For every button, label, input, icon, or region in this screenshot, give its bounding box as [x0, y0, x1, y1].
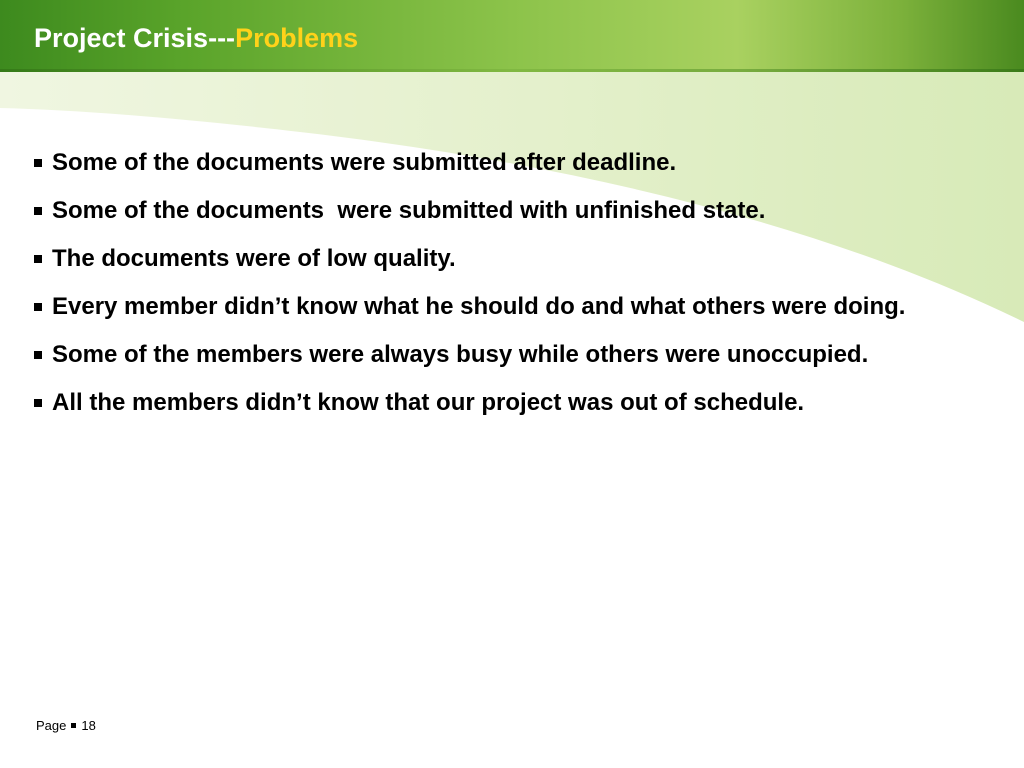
- bullet-text: Some of the members were always busy while others were unoccupied.: [52, 341, 869, 368]
- bullet-text: The documents were of low quality.: [52, 245, 456, 272]
- bullet-item: [30, 242, 990, 276]
- bullet-text: Every member didn’t know what he should do and what others were doing.: [52, 293, 906, 320]
- square-bullet-icon: [34, 303, 42, 311]
- bullet-text: Some of the documents were submitted with unfinished state.: [52, 197, 766, 224]
- bullet-text: All the members didn’t know that our project was out of schedule.: [52, 389, 805, 416]
- bullet-item: [30, 290, 990, 324]
- square-bullet-icon: [34, 159, 42, 167]
- bullet-item: [30, 194, 990, 228]
- square-bullet-icon: [34, 399, 42, 407]
- slide-title: [34, 20, 358, 56]
- bullet-item: [30, 386, 990, 420]
- bullet-list: [30, 146, 990, 434]
- bullet-item: [30, 146, 990, 180]
- page-footer: [36, 718, 96, 733]
- bullet-text: Some of the documents were submitted after deadline.: [52, 149, 677, 176]
- bullet-item: [30, 338, 990, 372]
- title-main: Project Crisis---: [34, 23, 236, 53]
- square-bullet-icon: [34, 351, 42, 359]
- page-number: 18: [81, 718, 96, 733]
- separator-icon: [71, 723, 76, 728]
- page-label: Page: [36, 718, 67, 733]
- square-bullet-icon: [34, 255, 42, 263]
- title-accent: Problems: [235, 23, 359, 53]
- square-bullet-icon: [34, 207, 42, 215]
